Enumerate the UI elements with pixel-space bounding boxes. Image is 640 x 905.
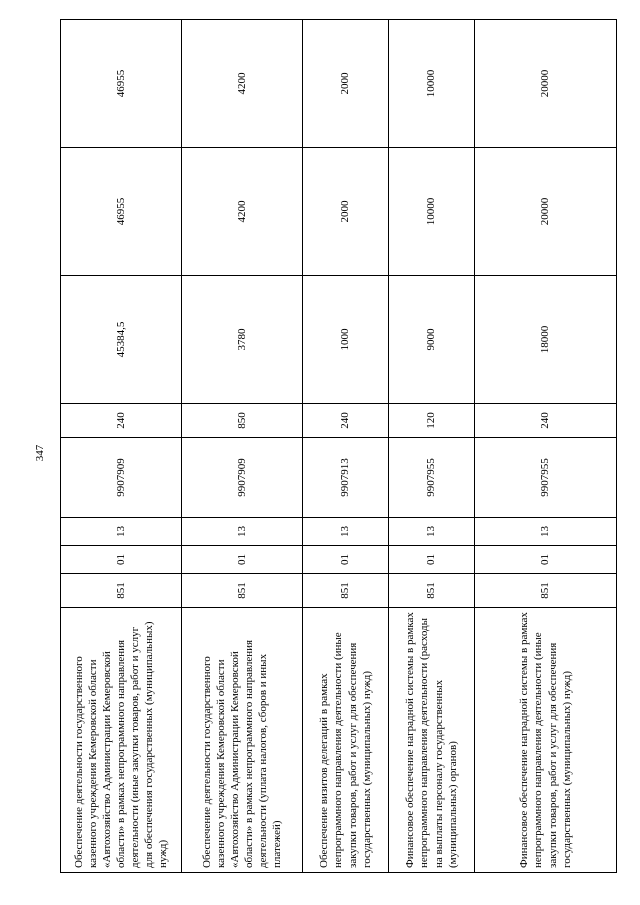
subsection-code: 13 [61,518,182,546]
table-row [303,20,389,873]
rotated-table-container [60,20,616,873]
subsection-code: 13 [303,518,389,546]
subsection-code: 13 [389,518,475,546]
row-description: Обеспечение деятельности государственного казенного учреждения Кемеровской области «Автохозяйство Администрации Кемеровской области» в рамках непрограммного направления деятельности (уплата налогов, сборов и иных платежей) [182,608,303,873]
expense-type: 850 [182,404,303,438]
amount-2: 2000 [303,148,389,276]
amount-3: 20000 [475,20,617,148]
amount-3: 10000 [389,20,475,148]
section-code: 01 [475,546,617,574]
target-article: 9907913 [303,438,389,518]
row-description: Обеспечение визитов делегаций в рамках непрограммного направления деятельности (иные закупки товаров, работ и услуг для обеспечения государственных (муниципальных) нужд) [303,608,389,873]
amount-3: 2000 [303,20,389,148]
subsection-code: 13 [182,518,303,546]
row-description: Финансовое обеспечение наградной системы в рамках непрограммного направления деятельности (расходы на выплаты персоналу государственных (муниципальных) органов) [389,608,475,873]
amount-1: 9000 [389,276,475,404]
row-description: Финансовое обеспечение наградной системы в рамках непрограммного направления деятельности (иные закупки товаров, работ и услуг для обеспечения государственных (муниципальных) нужд) [475,608,617,873]
amount-3: 46955 [61,20,182,148]
section-code: 01 [303,546,389,574]
amount-1: 1000 [303,276,389,404]
subsection-code: 13 [475,518,617,546]
section-code: 01 [389,546,475,574]
table-row [475,20,617,873]
expense-type: 120 [389,404,475,438]
amount-1: 18000 [475,276,617,404]
amount-1: 45384,5 [61,276,182,404]
section-code: 01 [61,546,182,574]
budget-table [60,19,617,873]
target-article: 9907909 [182,438,303,518]
target-article: 9907955 [475,438,617,518]
ministry-code: 851 [475,574,617,608]
amount-2: 4200 [182,148,303,276]
ministry-code: 851 [61,574,182,608]
target-article: 9907909 [61,438,182,518]
expense-type: 240 [303,404,389,438]
expense-type: 240 [475,404,617,438]
amount-2: 10000 [389,148,475,276]
ministry-code: 851 [303,574,389,608]
table-row [389,20,475,873]
table-row [61,20,182,873]
ministry-code: 851 [182,574,303,608]
ministry-code: 851 [389,574,475,608]
amount-3: 4200 [182,20,303,148]
section-code: 01 [182,546,303,574]
amount-1: 3780 [182,276,303,404]
amount-2: 46955 [61,148,182,276]
table-row [182,20,303,873]
expense-type: 240 [61,404,182,438]
row-description: Обеспечение деятельности государственного казенного учреждения Кемеровской области «Автохозяйство Администрации Кемеровской области» в рамках непрограммного направления деятельности (иные закупки товаров, работ и услуг для обеспечения государственных (муниципальных) нужд) [61,608,182,873]
page-number: 347 [34,444,46,462]
target-article: 9907955 [389,438,475,518]
amount-2: 20000 [475,148,617,276]
